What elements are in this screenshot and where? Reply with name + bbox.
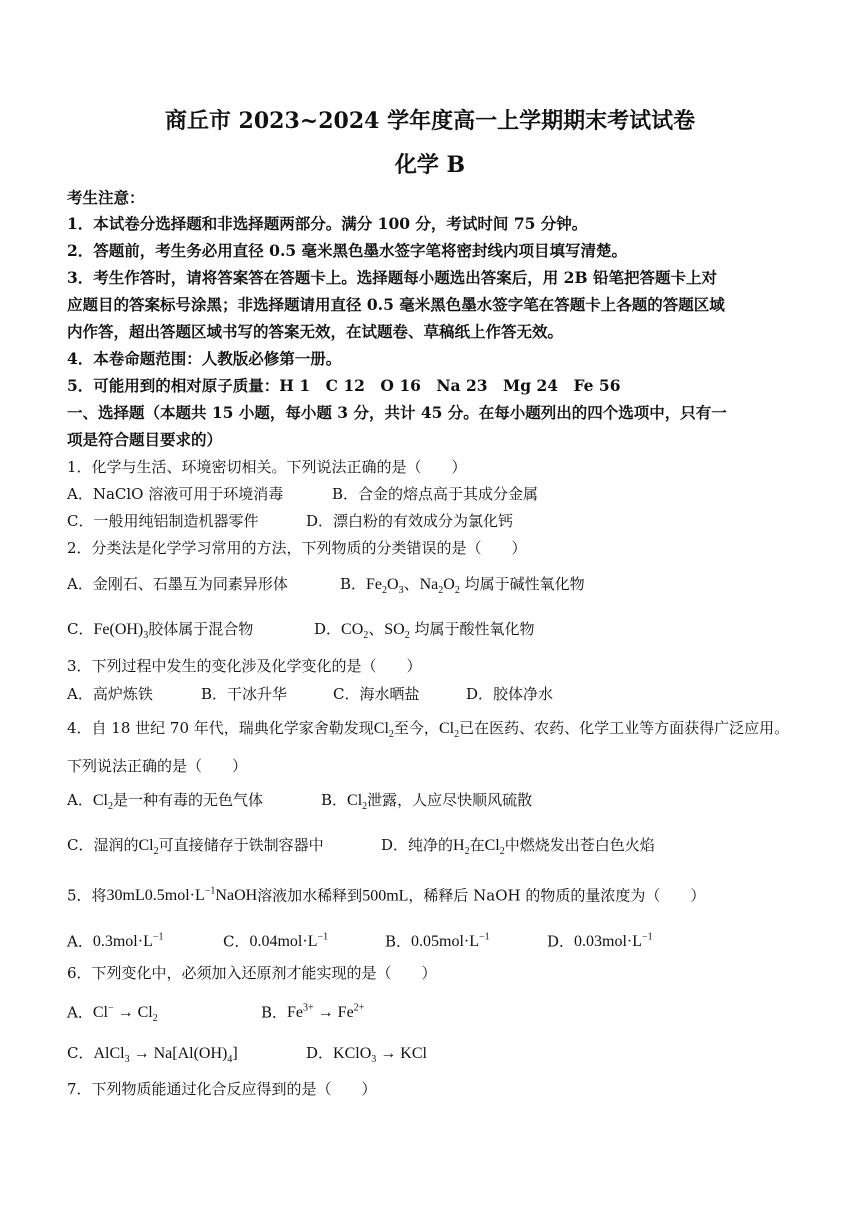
notice-item-3: 3．考生作答时，请将答案答在答题卡上。选择题每小题选出答案后，用 2B 铅笔把答题卡上对 [67,268,717,287]
q5-option-c: C．$0.04mol\cdot L^{-1}$ [223,932,329,951]
q2-option-a: A．金刚石、石墨互为同素异形体 [67,575,288,593]
q1-option-a: A．NaClO 溶液可用于环境消毒 [67,485,284,503]
notice-item-3-cont2: 内作答，超出答题区域书写的答案无效，在试题卷、草稿纸上作答无效。 [67,322,564,341]
q6-option-c: C．AlCl$_3$ → $Na[Al(OH)_4]$ [67,1044,238,1066]
question-4-stem-cont: 下列说法正确的是（ ） [67,757,248,775]
q2-option-d: D．$CO_2$、$SO_2$ 均属于酸性氧化物 [314,620,535,642]
q3-option-b: B．干冰升华 [201,685,288,703]
question-1-stem: 1．化学与生活、环境密切相关。下列说法正确的是（ ） [67,458,467,476]
exam-title: 商丘市 2023~2024 学年度高一上学期期末考试试卷 [164,108,696,134]
notice-item-4: 4．本卷命题范围：人教版必修第一册。 [67,349,342,368]
notice-heading: 考生注意： [67,188,145,207]
notice-item-2: 2．答题前，考生务必用直径 0.5 毫米黑色墨水签字笔将密封线内项目填写清楚。 [67,241,628,260]
q1-option-d: D．漂白粉的有效成分为氯化钙 [306,512,514,530]
q5-option-d: D．$0.03mol\cdot L^{-1}$ [547,932,653,951]
q3-option-a: A．高炉炼铁 [67,685,153,703]
question-4-stem: 4．自 18 世纪 70 年代，瑞典化学家舍勒发现$Cl_2$至今，$Cl_2$已在医药、农药、化学工业等方面获得广泛应用。 [67,719,790,741]
q4-option-c: C．湿润的$Cl_2$可直接储存于铁制容器中 [67,836,324,858]
question-7-stem: 7．下列物质能通过化合反应得到的是（ ） [67,1080,377,1098]
question-3-stem: 3．下列过程中发生的变化涉及化学变化的是（ ） [67,657,422,675]
notice-item-1: 1．本试卷分选择题和非选择题两部分。满分 100 分，考试时间 75 分钟。 [67,214,588,233]
q4-option-b: B．$Cl_2$泄露，人应尽快顺风硫散 [321,791,533,813]
q3-option-c: C．海水晒盐 [333,685,420,703]
question-5-stem: 5．将$30mL0.5mol\cdot L^{-1}NaOH$溶液加水稀释到500mL，稀释后 NaOH 的物质的量浓度为（ ） [67,886,706,905]
question-6-stem: 6．下列变化中，必须加入还原剂才能实现的是（ ） [67,964,437,982]
q1-option-c: C．一般用纯铝制造机器零件 [67,512,259,530]
notice-item-3-cont: 应题目的答案标号涂黑；非选择题请用直径 0.5 毫米黑色墨水签字笔在答题卡上各题的答题区域 [67,295,725,314]
section-heading: 一、选择题（本题共 15 小题，每小题 3 分，共计 45 分。在每小题列出的四个选项中，只有一 [67,403,727,422]
q2-option-c: C．$Fe(OH)_3$胶体属于混合物 [67,620,254,642]
question-2-stem: 2．分类法是化学学习常用的方法，下列物质的分类错误的是（ ） [67,539,527,557]
q1-option-b: B．合金的熔点高于其成分金属 [332,485,539,503]
q2-option-b: B．$Fe_2O_3$、$Na_2O_2$ 均属于碱性氧化物 [340,575,585,597]
exam-subtitle: 化学 B [394,152,466,178]
q4-option-d: D．纯净的$H_2$在$Cl_2$中燃烧发出苍白色火焰 [381,836,655,858]
q3-option-d: D．胶体净水 [466,685,554,703]
q5-option-b: B．$0.05mol\cdot L^{-1}$ [385,932,490,951]
q5-option-a: A．$0.3mol\cdot L^{-1}$ [67,932,164,951]
q6-option-d: D．KClO$_3$ → KCl [306,1044,427,1066]
q4-option-a: A．$Cl_2$是一种有毒的无色气体 [67,791,263,813]
notice-item-5: 5．可能用到的相对原子质量：H 1 C 12 O 16 Na 23 Mg 24 Fe 56 [67,376,621,395]
section-heading-cont: 项是符合题目要求的） [67,430,223,449]
q6-option-a: A．$Cl^- \to Cl_2$ [67,1003,158,1025]
q6-option-b: B．$Fe^{3+} \to Fe^{2+}$ [261,1003,365,1022]
